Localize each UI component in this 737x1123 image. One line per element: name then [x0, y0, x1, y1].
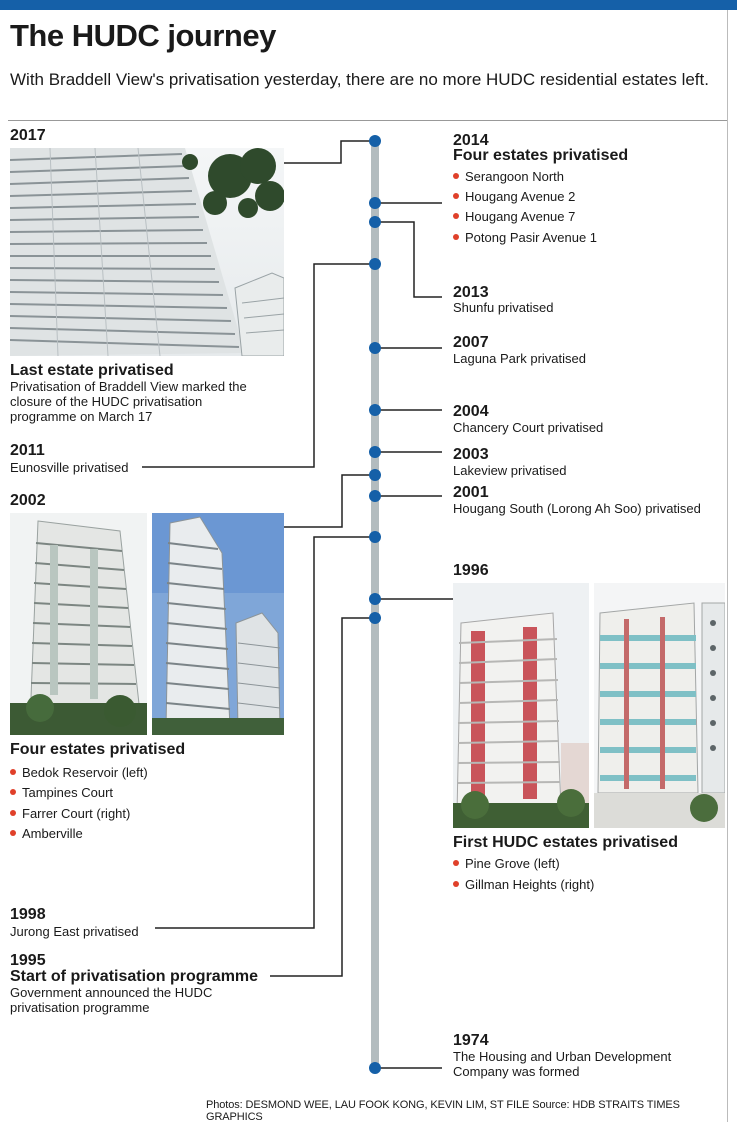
year-1998: 1998: [10, 906, 46, 923]
year-2003: 2003: [453, 446, 489, 463]
dot-1974: [369, 1062, 381, 1074]
text-2004: Chancery Court privatised: [453, 420, 604, 435]
list-item-1996-2: Gillman Heights (right): [453, 877, 594, 892]
dot-2003: [369, 446, 381, 458]
dot-2004: [369, 404, 381, 416]
text-2003: Lakeview privatised: [453, 463, 567, 478]
dot-2002: [369, 469, 381, 481]
dot-2013: [369, 216, 381, 228]
list-item-2014-3: Hougang Avenue 7: [453, 209, 575, 224]
connector-2017: [284, 141, 375, 163]
connector-1995: [270, 618, 375, 976]
credits-footer: Photos: DESMOND WEE, LAU FOOK KONG, KEVIN LIM, ST FILE Source: HDB STRAITS TIMES GRAPHICS: [206, 1099, 680, 1123]
page-title: The HUDC journey: [10, 18, 276, 53]
dot-1995: [369, 612, 381, 624]
text-2011: Eunosville privatised: [10, 460, 129, 475]
photo-bedok-reservoir: [10, 513, 147, 735]
year-2014: 2014: [453, 132, 489, 149]
text-1974: The Housing and Urban Development Company was formed: [453, 1049, 672, 1079]
list-item-2014-2: Hougang Avenue 2: [453, 189, 575, 204]
list-item-2002-3: Farrer Court (right): [10, 806, 130, 821]
text-2001: Hougang South (Lorong Ah Soo) privatised: [453, 501, 701, 516]
dot-2011: [369, 258, 381, 270]
year-2002: 2002: [10, 492, 46, 509]
text-2013: Shunfu privatised: [453, 300, 554, 315]
year-2001: 2001: [453, 484, 489, 501]
heading-2017: Last estate privatised: [10, 362, 174, 379]
connector-2013: [375, 222, 442, 297]
dot-2014: [369, 197, 381, 209]
year-2017: 2017: [10, 127, 46, 144]
heading-1995: Start of privatisation programme: [10, 968, 259, 985]
dot-1998: [369, 531, 381, 543]
year-1974: 1974: [453, 1032, 489, 1049]
dot-2007: [369, 342, 381, 354]
photo-gillman-heights: [594, 583, 725, 828]
year-2013: 2013: [453, 284, 489, 301]
list-item-2014-4: Potong Pasir Avenue 1: [453, 230, 597, 245]
dot-2001: [369, 490, 381, 502]
text-1998: Jurong East privatised: [10, 924, 139, 939]
list-item-2002-4: Amberville: [10, 826, 83, 841]
year-2004: 2004: [453, 403, 489, 420]
text-2007: Laguna Park privatised: [453, 351, 586, 366]
year-1995: 1995: [10, 952, 46, 969]
heading-2002: Four estates privatised: [10, 741, 186, 758]
year-2007: 2007: [453, 334, 489, 351]
heading-1996: First HUDC estates privatised: [453, 834, 678, 851]
photo-braddell-view: [10, 148, 284, 356]
text-1995: Government announced the HUDC privatisation programme: [10, 985, 213, 1015]
heading-2014: Four estates privatised: [453, 147, 629, 164]
dot-2017: [369, 135, 381, 147]
photo-pine-grove: [453, 583, 589, 828]
list-item-2002-1: Bedok Reservoir (left): [10, 765, 148, 780]
list-item-2002-2: Tampines Court: [10, 785, 113, 800]
year-2011: 2011: [10, 442, 45, 459]
connector-2002: [284, 475, 375, 527]
list-item-1996-1: Pine Grove (left): [453, 856, 560, 871]
year-1996: 1996: [453, 562, 489, 579]
dot-1996: [369, 593, 381, 605]
photo-farrer-court: [152, 513, 284, 735]
page-subtitle: With Braddell View's privatisation yesterday, there are no more HUDC residential estates left.: [10, 70, 709, 89]
list-item-2014-1: Serangoon North: [453, 169, 564, 184]
text-2017: Privatisation of Braddell View marked the closure of the HUDC privatisation programme on March 17: [10, 379, 247, 424]
